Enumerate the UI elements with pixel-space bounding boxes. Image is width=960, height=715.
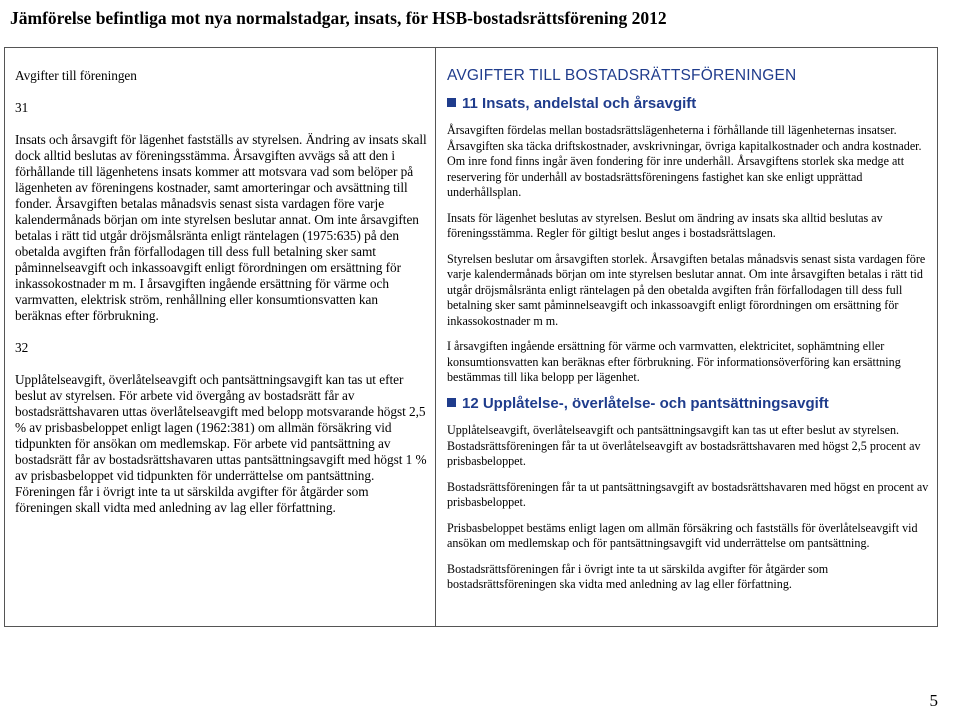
right-paragraph-2: Insats för lägenhet beslutas av styrelsen. Beslut om ändring av insats ska alltid beslutas av föreningsstämma. Regler för giltigt beslut anges i bostadsrättslagen. bbox=[447, 210, 883, 240]
page-header-title: Jämförelse befintliga mot nya normalstadgar, insats, för HSB-bostadsrättsförening 2012 bbox=[10, 8, 667, 28]
right-section-title: AVGIFTER TILL BOSTADSRÄTTSFÖRENINGEN bbox=[447, 67, 797, 84]
right-paragraph-7: Prisbasbeloppet bestäms enligt lagen om allmän försäkring och fastställs för överlåtelseavgift vid ansökan om medlemskap och för pantsättningsavgift vid underrättelse om pantsättning. bbox=[447, 520, 918, 550]
subsection-11-heading bbox=[447, 96, 931, 112]
square-bullet-icon bbox=[447, 98, 456, 107]
subsection-12-label: 12 Upplåtelse-, överlåtelse- och pantsättningsavgift bbox=[462, 394, 829, 412]
right-paragraph-8: Bostadsrättsföreningen får i övrigt inte ta ut särskilda avgifter för åtgärder som bostadsrättsföreningen ska vidta med anledning av lag eller författning. bbox=[447, 561, 829, 591]
subsection-11-label: 11 Insats, andelstal och årsavgift bbox=[462, 94, 697, 112]
subsection-12-heading bbox=[447, 396, 931, 412]
section-31-number: 31 bbox=[15, 100, 29, 115]
page-number: 5 bbox=[929, 691, 938, 710]
right-column-new-statutes bbox=[447, 68, 931, 603]
right-paragraph-5: Upplåtelseavgift, överlåtelseavgift och pantsättningsavgift kan tas ut efter beslut av styrelsen. Bostadsrättsföreningen får ta ut överlåtelseavgift av bostadsrättshavaren med högst 2,5 procent av prisbasbeloppet. bbox=[447, 423, 921, 468]
section-32-number: 32 bbox=[15, 340, 29, 355]
comparison-table bbox=[4, 47, 938, 627]
section-32-text: Upplåtelseavgift, överlåtelseavgift och pantsättningsavgift kan tas ut efter beslut av styrelsen. För arbete vid övergång av bostadsrätt får av bostadsrättshavaren uttas överlåtelseavgift med belopp motsvarande högst 2,5 % av prisbasbeloppet enligt lagen (1962:381) om allmän försäkring vid tidpunkten för ansökan om medlemskap. För arbete vid pantsättning av bostadsrätt får av bostadsrättshavaren uttas pantsättningsavgift med högst 1 % av prisbasbeloppet vid tidpunkten för underrättelse om pantsättning. Föreningen får i övrigt inte ta ut särskilda avgifter för åtgärder som föreningen skall vidta med anledning av lag eller författning. bbox=[15, 372, 427, 515]
column-divider bbox=[435, 48, 436, 626]
right-paragraph-6: Bostadsrättsföreningen får ta ut pantsättningsavgift av bostadsrättshavaren med högst en procent av prisbasbeloppet. bbox=[447, 479, 929, 509]
section-31-text: Insats och årsavgift för lägenhet fastställs av styrelsen. Ändring av insats skall dock alltid beslutas av föreningsstämma. Årsavgiften avvägs så att den i förhållande till lägenhetens insats kommer att motsvara vad som belöper på lägenheten av föreningens kostnader, samt amorteringar och avsättning till fonder. Årsavgiften betalas månadsvis senast sista vardagen före varje kalendermånads början om inte styrelsen beslutar annat. Om inte årsavgiften betalas i rätt tid utgår dröjsmålsränta enligt räntelagen (1975:635) på den obetalda avgiften från förfallodagen till dess full betalning sker samt påminnelseavgift och inkassoavgift enligt förordningen om ersättning för inkassokostnader m m. I årsavgiften ingående ersättning för värme och varmvatten, elektrisk ström, renhållning eller konsumtionsvatten kan beräknas efter förbrukning. bbox=[15, 132, 427, 323]
right-paragraph-4: I årsavgiften ingående ersättning för värme och varmvatten, elektricitet, sophämtning eller konsumtionsvatten kan beräknas efter förbrukning. För informationsöverföring kan ersättning bestämmas till lika belopp per lägenhet. bbox=[447, 339, 901, 384]
left-column-current-statutes bbox=[15, 68, 427, 532]
left-section-heading: Avgifter till föreningen bbox=[15, 68, 137, 83]
square-bullet-icon bbox=[447, 398, 456, 407]
right-paragraph-1: Årsavgiften fördelas mellan bostadsrättslägenheterna i förhållande till lägenheternas insatser. Årsavgiften ska täcka driftskostnader, avskrivningar, övriga kapitalkostnader och andra kostnader. Om inre fond finns ingår även fondering för inre underhåll. Årsavgiftens storlek ska medge att reservering för underhåll av bostadsrättsföreningens fastighet kan ske enligt upprättad underhållsplan. bbox=[447, 123, 922, 199]
right-paragraph-3: Styrelsen beslutar om årsavgiften storlek. Årsavgiften betalas månadsvis senast sista vardagen före varje kalendermånads början om inte styrelsen beslutar annat. Om inte årsavgiften betalas i rätt tid utgår dröjsmålsränta enligt räntelagen på den obetalda avgiften från förfallodagen till dess full betalning sker samt påminnelseavgift och inkassoavgift enligt förordningen om ersättning för inkassokostnader m m. bbox=[447, 251, 926, 328]
